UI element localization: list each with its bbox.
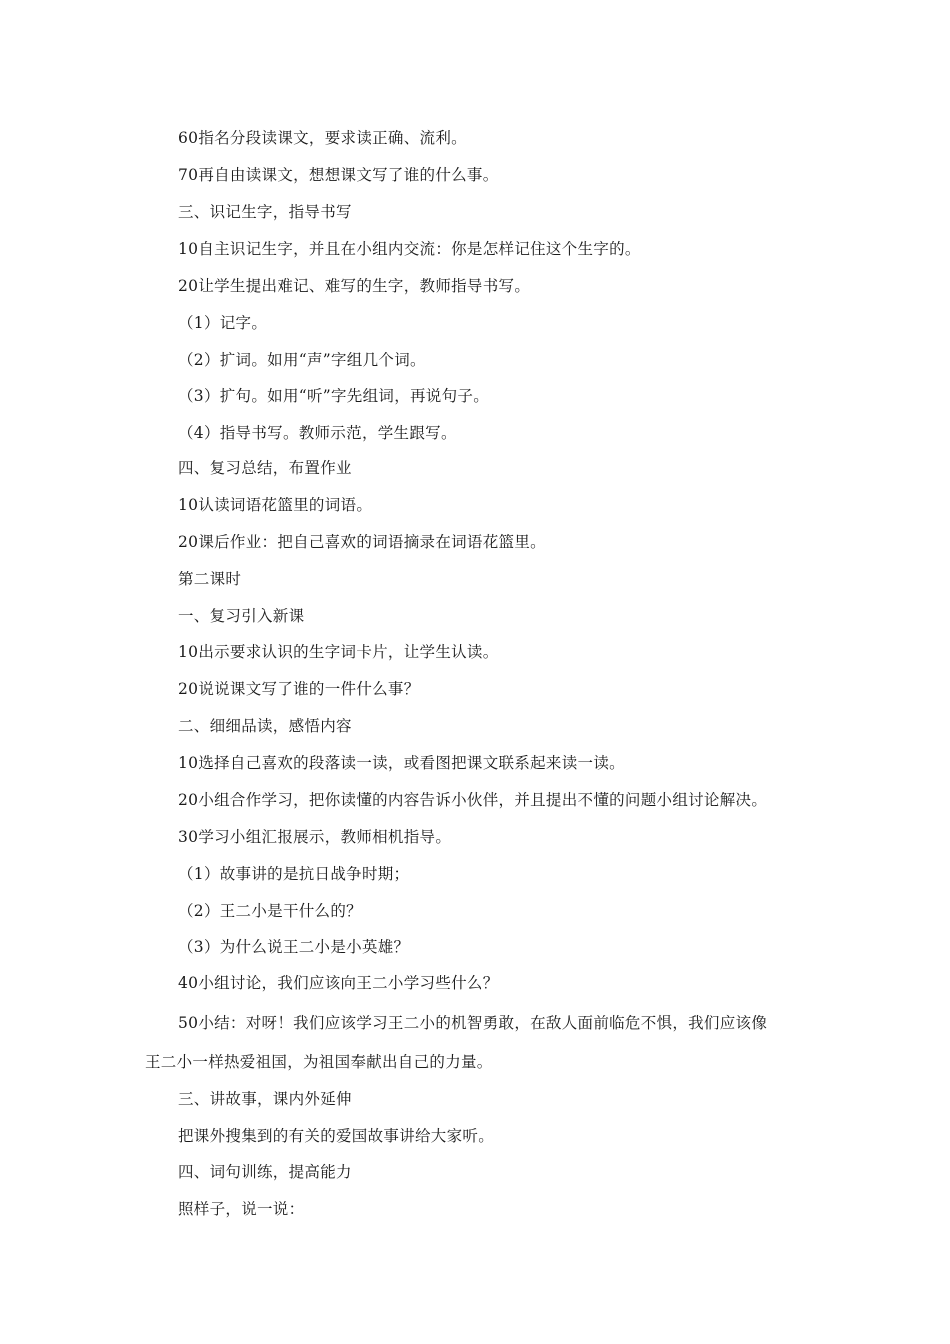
text-line: 70再自由读课文，想想课文写了谁的什么事。 <box>178 166 499 184</box>
text-line: 50小结：对呀！我们应该学习王二小的机智勇敢，在敌人面前临危不惧，我们应该像 <box>178 1014 768 1032</box>
text-line: 20让学生提出难记、难写的生字，教师指导书写。 <box>178 277 531 295</box>
text-line: 30学习小组汇报展示，教师相机指导。 <box>178 828 452 846</box>
section-heading: 四、词句训练，提高能力 <box>178 1163 352 1181</box>
text-line: 60指名分段读课文，要求读正确、流利。 <box>178 129 467 147</box>
section-heading: 二、细细品读，感悟内容 <box>178 717 352 735</box>
section-heading: 三、讲故事，课内外延伸 <box>178 1090 352 1108</box>
section-heading: 一、复习引入新课 <box>178 607 305 625</box>
text-line-continued: 王二小一样热爱祖国，为祖国奉献出自己的力量。 <box>145 1053 493 1071</box>
list-item: （2）王二小是干什么的？ <box>178 902 362 920</box>
text-line: 40小组讨论，我们应该向王二小学习些什么？ <box>178 974 499 992</box>
text-line: 把课外搜集到的有关的爱国故事讲给大家听。 <box>178 1127 495 1145</box>
list-item: （3）扩句。如用“听”字先组词，再说句子。 <box>178 387 490 405</box>
list-item: （2）扩词。如用“声”字组几个词。 <box>178 351 426 369</box>
list-item: （1）记字。 <box>178 314 268 332</box>
text-line: 照样子，说一说： <box>178 1200 305 1218</box>
text-line: 20课后作业：把自己喜欢的词语摘录在词语花篮里。 <box>178 533 546 551</box>
text-line: 10自主识记生字，并且在小组内交流：你是怎样记住这个生字的。 <box>178 240 641 258</box>
lesson-heading: 第二课时 <box>178 570 242 588</box>
text-line: 10认读词语花篮里的词语。 <box>178 496 373 514</box>
text-line: 20小组合作学习，把你读懂的内容告诉小伙伴，并且提出不懂的问题小组讨论解决。 <box>178 791 768 809</box>
text-line: 10选择自己喜欢的段落读一读，或看图把课文联系起来读一读。 <box>178 754 625 772</box>
section-heading: 四、复习总结，布置作业 <box>178 459 352 477</box>
text-line: 10出示要求认识的生字词卡片，让学生认读。 <box>178 643 499 661</box>
list-item: （1）故事讲的是抗日战争时期； <box>178 865 410 883</box>
text-line: 20说说课文写了谁的一件什么事？ <box>178 680 420 698</box>
list-item: （3）为什么说王二小是小英雄？ <box>178 938 410 956</box>
section-heading: 三、识记生字，指导书写 <box>178 203 352 221</box>
list-item: （4）指导书写。教师示范，学生跟写。 <box>178 424 457 442</box>
